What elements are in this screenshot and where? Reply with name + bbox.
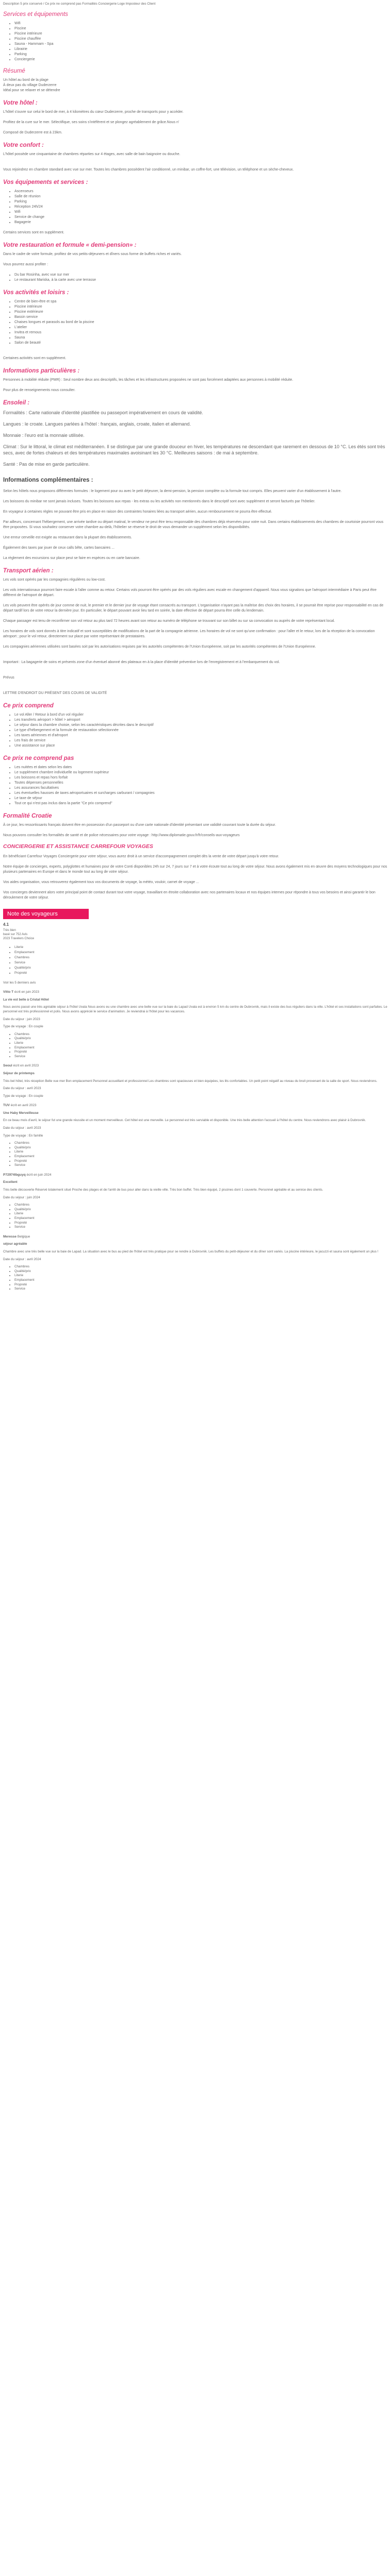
review-stay-date: Date du séjour : avril 2023 — [3, 1126, 41, 1130]
activities-title: Vos activités et loisirs : — [3, 289, 69, 296]
concierge-title: CONCIERGERIE ET ASSISTANCE CARREFOUR VOYAGES — [3, 843, 153, 850]
confort-paragraph-2: Vous rejoindrez en chambre standard avec vue sur mer. Toutes les chambres possèdent l'air conditionné, un minibar, un coffre-fort, une télévision, un téléphone et un sèche-cheveux. — [3, 167, 294, 172]
review-trip-type: Type de voyage : En famille — [3, 1133, 43, 1138]
complem-paragraph-3: En voyageur à certaines règles ne pouvant être pris en place en raison des contraintes horaires liées au transport aérien, aucun remboursement ne pourra être effectué. — [3, 510, 272, 514]
price-includes-item: • Le vol Aller / Retour à bord d'un vol régulier — [14, 713, 388, 718]
complem-paragraph-4: Par ailleurs, concernant l'hébergement, une arrivée tardive ou départ matinal, le vendeur ne peut être tenu responsable des chambres déjà réservées pour votre nuit. Dans certains établissements des chambres de courtoisie pourront vous être proposées. Si vous souhaitez conserver votre chambre au-delà, l'hôtelier se réserve le droit de vous demander un supplément selon les disponibilités. — [3, 520, 384, 529]
info-paragraph-2: Pour plus de renseignements nous consulter. — [3, 388, 76, 392]
notes-travelers-choice: 2023 Travelers Choice — [3, 937, 35, 940]
rating-category-item: • Service — [14, 960, 388, 965]
review-author — [3, 1173, 388, 1178]
complem-paragraph-5: Une erreur cerveille est exigée au restaurant dans la plupart des établissements. — [3, 535, 132, 539]
transport-paragraph-2: Les vols internationaux pourront faire escale à l'aller comme au retour. Certains vols pourront être opérés par des vols réguliers avec escale en changement d'appareil. Nous vous signalons que l'aéroport intermédiaire à Paris peut être différent de l'aéroport de départ. — [3, 588, 377, 597]
activity-item: • Sauna — [14, 335, 388, 341]
service-item: • Piscine — [14, 26, 388, 31]
review-category: • Literie — [14, 1041, 388, 1046]
notes-rating-word: Très bien — [3, 928, 16, 932]
review-category: • Chambres — [14, 1141, 388, 1146]
resume-line: Un hôtel au bord de la plage — [3, 78, 48, 82]
equip-note: Certains services sont en supplément. — [3, 230, 64, 234]
review-category: • Qualité/prix — [14, 1037, 388, 1041]
review-date: écrit en juin 2023 — [13, 990, 39, 994]
review-body: Chambre avec une très belle vue sur la baie de Lapad. La situation avec le bus au pied de l'hôtel est très pratique pour se rendre à Dubrovnik. Les buffets du petit-déjeuner et du dîner sont variés. La piscine intérieure, le jacuzzi et sauna sont également un plus ! — [3, 1249, 379, 1253]
review-author — [3, 1064, 388, 1069]
review-body: Très bel hôtel, très réception Belle vue mer Bon emplacement Personnel accueillant et professionnel Les chambres sont spacieuses et bien équipées, les lits confortables. Un petit point négatif au niveau du bruit provenant de la salle de sport. Nous reviendrons. — [3, 1079, 378, 1083]
complem-paragraph-2: Les boissons du minibar ne sont jamais incluses. Toutes les boissons aux repas - les extras ou les activités non mentionnés dans le descriptif sont avec supplément et seront facturés par l'hôtelier. — [3, 499, 316, 503]
review-date: écrit en avril 2023 — [10, 1104, 37, 1108]
activity-item: • Chaises longues et parasols au bord de la piscine — [14, 320, 388, 325]
review-trip-type: Type de voyage : En couple — [3, 1025, 43, 1029]
equipment-item: • Salle de réunion — [14, 194, 388, 199]
review — [3, 1064, 388, 1098]
transport-paragraph-5: Les horaires de vols sont donnés à titre indicatif et sont susceptibles de modifications de la part de la compagnie aérienne. Les horaires de vol ne sont qu'une confirmation : pour l'aller et le retour, lors de la réception de la convocation aéroport ; pour le vol retour, directement sur place par votre représentant de prestataires. — [3, 629, 375, 638]
prix-comprend-list — [3, 713, 388, 749]
review-title: Séjour de printemps — [3, 1071, 35, 1075]
review-categories — [3, 1141, 388, 1168]
prix-label: Prévus — [3, 675, 14, 680]
activity-item: • L'atelier — [14, 325, 388, 330]
service-item: • Piscine chauffée — [14, 37, 388, 42]
review-body: Nous avons passé une très agréable séjour à l'hôtel Uvala Nous avons eu une chambre avec une belle vue sur la baie du Lapad Uvala est à environ 5 km du centre de Dubrovnik, mais il existe des bus réguliers dans la ville. L'hôtel et ses installations sont parfaites. Le personnel est très professionnel et polis. Nous avons apprécié le service d'animation. Je reviendrai à l'hôtel pour les vacances. — [3, 1005, 387, 1013]
review-category: • Qualité/prix — [14, 1208, 388, 1212]
service-item: • Wifi — [14, 21, 388, 26]
resto-title: Votre restauration et formule « demi-pension» : — [3, 242, 137, 248]
equipment-item: • Réception 24h/24 — [14, 205, 388, 210]
resume-line: Idéal pour se relaxer et se détendre — [3, 88, 60, 92]
restaurant-item: • Du bar Rosinha, avec vue sur mer — [14, 273, 388, 278]
review-category: • Qualité/prix — [14, 1146, 388, 1150]
hotel-paragraph-1: L'hôtel s'ouvre sur celui le bord de mer, à 4 kilomètres du cœur Duderzerre, proche de transports pour y accéder. — [3, 110, 184, 114]
activity-item: • Piscine extérieure — [14, 310, 388, 315]
equipment-item: • Bagagerie — [14, 220, 388, 225]
complem-paragraph-7: La règlement des excursions sur place peut se faire en espèces ou en carte bancaire. — [3, 556, 140, 560]
formalite-paragraph-1: À ce jour, les ressortissants français doivent être en possession d'un passeport ou d'une carte nationale d'identité présentant une validité couvrant toute la durée du séjour. — [3, 823, 276, 827]
review-category: • Literie — [14, 1150, 388, 1155]
notes-categories — [3, 945, 388, 976]
price-includes-item: • Les frais de service — [14, 738, 388, 743]
formalite-title: Formalité Croatie — [3, 812, 52, 819]
review-category: • Propreté — [14, 1221, 388, 1226]
rating-category-item: • Emplacement — [14, 950, 388, 955]
review-category: • Service — [14, 1055, 388, 1059]
essentiel-paragraph-5: Santé : Pas de mise en garde particulière. — [3, 461, 90, 467]
lettre-title: LETTRE D'ENDROIT DU PRÉSENT DES COURS DE VALIDITÉ — [3, 691, 107, 695]
price-excludes-item: • Les nuitées et dates selon les dates — [14, 765, 388, 770]
review-author — [3, 990, 388, 995]
prix-non-comprend-list — [3, 765, 388, 806]
review-category: • Chambres — [14, 1265, 388, 1269]
price-includes-item: • Le type d'hébergement et la formule de restauration sélectionnée — [14, 728, 388, 733]
review-date: écrit en avril 2023 — [12, 1064, 39, 1068]
notes-sub — [3, 928, 388, 941]
transport-paragraph-4: Chaque passager est tenu de reconfirmer son vol retour au plus tard 72 heures avant son retour au numéro de téléphone se trouvant sur son billet ou sur sa convocation ou auprès de votre représentant local. — [3, 619, 335, 623]
complem-paragraph-1: Selon les hôtels nous proposons différentes formules : le logement pour ou avec le petit déjeuner, la demi-pension, la pension complète ou la formule tout compris. Elles peuvent varier d'un établissement à l'autre. — [3, 489, 342, 493]
price-includes-item: • Le séjour dans la chambre choisie, selon les caractéristiques décrites dans le descriptif — [14, 723, 388, 728]
price-includes-item: • Les transferts aéroport > hôtel > aéroport — [14, 718, 388, 723]
review-category: • Propreté — [14, 1283, 388, 1287]
review-trip-type: Type de voyage : En couple — [3, 1094, 43, 1098]
notes-seen-link[interactable]: Voir les 5 derniers avis — [3, 980, 36, 985]
essentiel-paragraph-3: Monnaie : l'euro est la monnaie utilisée. — [3, 432, 85, 438]
review-category: • Service — [14, 1225, 388, 1230]
review-author-name: Meresse — [3, 1234, 17, 1239]
review-category: • Propreté — [14, 1159, 388, 1164]
transport-title: Transport aérien : — [3, 567, 54, 574]
rating-category-item: • Qualité/prix — [14, 965, 388, 971]
service-item: • Conciergerie — [14, 57, 388, 62]
confort-paragraph-1: L'hôtel possède une cinquantaine de chambres réparties sur 4 étages, avec salle de bain baignoire ou douche. — [3, 152, 181, 156]
intro-text: Description 5 prix conservé / Ce prix ne comprend pas Formalités Conciergerie Loge Imposteur des Client — [3, 2, 156, 6]
price-excludes-item: • Les assurances facultatives — [14, 786, 388, 791]
hotel-title: Votre hôtel : — [3, 99, 38, 106]
price-includes-item: • Une assistance sur place — [14, 743, 388, 749]
review-category: • Chambres — [14, 1032, 388, 1037]
resto-paragraph-2: Vous pourrez aussi profiter : — [3, 262, 48, 266]
essentiel-paragraph-1: Formalités : Carte nationale d'identité plastifiée ou passeport impérativement en cours de validité. — [3, 410, 203, 415]
service-item: • Piscine intérieure — [14, 31, 388, 37]
review-category: • Emplacement — [14, 1278, 388, 1283]
review-category: • Literie — [14, 1274, 388, 1278]
notes-bar: Note des voyageurs — [3, 909, 89, 919]
activities-note: Certaines activités sont en supplément. — [3, 356, 67, 360]
service-item: • Sauna - Hammam - Spa — [14, 42, 388, 47]
info-title: Informations particulières : — [3, 367, 80, 374]
concierge-paragraph-1: En bénéficiant Carrefour Voyages Conciergerie pour votre séjour, vous aurez droit à un service d'accompagnement complet dès la vente de votre départ jusqu'à votre retour. — [3, 854, 279, 858]
review — [3, 1173, 388, 1230]
price-excludes-item: • Le taxe de séjour — [14, 796, 388, 801]
review-body: Très belle découverte Réservé totalement situé Proche des plages et de l'arrêt de bus pour aller dans la vieille ville. Très bon buffet. Très bien équipé, 2 piscines dont 1 couverte. Personnel agréable et au service des clients. — [3, 1188, 323, 1192]
resto-list — [3, 273, 388, 283]
essentiel-paragraph-2: Langues : le croate. Langues parlées à l'hôtel : français, anglais, croate, italien et allemand. — [3, 421, 191, 427]
concierge-paragraph-3: Vos aides organisation, vous retrouverez également tous vos documents de voyage, la météo, vouloir, carnet de voyage ... — [3, 880, 199, 884]
review-category: • Emplacement — [14, 1046, 388, 1050]
activity-item: • Centre de bien-être et spa — [14, 299, 388, 304]
price-includes-item: • Les taxes aériennes et d'aéroport — [14, 733, 388, 738]
service-item: • Parking — [14, 52, 388, 57]
info-paragraph-1: Personnes à mobilité réduite (PMR) : Seul nombre deux ans descriptifs, les tâches et les infrastructures proposées ne sont pas forcément adaptées aux personnes à mobilité réduite. — [3, 378, 294, 382]
review-author — [3, 1104, 388, 1108]
resume-line: À deux pas du village Duderzerre — [3, 83, 57, 87]
prix-non-comprend-title: Ce prix ne comprend pas — [3, 755, 74, 761]
review-date: Belgique — [17, 1234, 30, 1239]
hotel-paragraph-2: Profitez de la cure sur le mer. Sélectifique, ses soins s'intéfèrent et se plongez agréablement de grâce.Nous n' — [3, 120, 180, 124]
review-author-name: Seoul — [3, 1064, 12, 1068]
review-category: • Chambres — [14, 1203, 388, 1208]
equip-list — [3, 189, 388, 225]
essentiel-title: Ensoleil : — [3, 399, 30, 406]
review-author-name: P72974lbguyq — [3, 1173, 26, 1177]
formalite-paragraph-2[interactable]: Nous pouvons consulter les formalités de santé et de police nécessaires pour votre voyage : http://www.diplomatie.gouv.fr/fr/conseils-aux-voyageurs — [3, 833, 240, 837]
price-excludes-item: • Les éventuelles hausses de taxes aéroportuaires et surcharges carburant / compagnies — [14, 791, 388, 796]
review-stay-date: Date du séjour : avril 2023 — [3, 1087, 41, 1091]
review-author-name: TUV — [3, 1104, 10, 1108]
rating-category-item: • Literie — [14, 945, 388, 950]
price-excludes-item: • Les boissons et repas hors forfait — [14, 775, 388, 781]
review — [3, 1235, 388, 1292]
resume-title: Résumé — [3, 67, 25, 74]
review-category: • Service — [14, 1287, 388, 1292]
hotel-paragraph-3: Composé de Duderzerre est à 23km. — [3, 130, 62, 134]
price-excludes-item: • Le supplément chambre individuelle ou logement supérieur — [14, 770, 388, 775]
transport-paragraph-7: Important : La bagagerie de soins et présents zone d'un éventuel abonné des plateaux en à la place d'identité préventive lors de l'enregistrement et à l'embarquement du vol. — [3, 660, 280, 664]
review-body: En ce beau mois d'avril, le séjour fut une grande réussite et un moment merveilleux. Cet hôtel est une merveille. Le personnel est très serviable et disponible. Une très belle attention l'accueil à l'hôtel du centre. Nous reviendrons avec plaisir à Dubrovnik. — [3, 1118, 366, 1123]
activity-item: • Salon de beauté — [14, 341, 388, 346]
price-excludes-item: • Tout ce qui n'est pas inclus dans la partie "Ce prix comprend" — [14, 801, 388, 806]
review-author — [3, 1235, 388, 1240]
review-stay-date: Date du séjour : avril 2024 — [3, 1257, 41, 1261]
equipment-item: • Ascenseurs — [14, 189, 388, 194]
review — [3, 1104, 388, 1168]
review-categories — [3, 1265, 388, 1292]
equipment-item: • Wifi — [14, 210, 388, 215]
price-excludes-item: • Toutes dépenses personnelles — [14, 781, 388, 786]
transport-paragraph-3: Les vols peuvent être opérés de jour comme de nuit, le premier et le dernier jour de voyage étant consacrés au transport. L'organisation n'ayant pas la maîtrise des choix des horaires, il se pourrait être reprise pour responsabilité en cas de départ tardif lors de votre retour la dernière jour. En particulier, le départ pouvant avoir lieu tard en soirée, la date effective de départ pourra être celle du lendemain. — [3, 603, 384, 613]
activity-item: • Piscine intérieure — [14, 304, 388, 310]
equip-title: Vos équipements et services : — [3, 179, 88, 185]
review-category: • Emplacement — [14, 1155, 388, 1159]
resto-paragraph-1: Dans le cadre de votre formule, profitez de vos petits-déjeuners et dîners sous forme de buffets riches et variés. — [3, 252, 182, 256]
notes-score: 4.1 — [3, 922, 9, 927]
activity-item: • Invitra et remous — [14, 330, 388, 335]
review-category: • Qualité/prix — [14, 1269, 388, 1274]
equipment-item: • Service de change — [14, 215, 388, 220]
review-categories — [3, 1203, 388, 1230]
review-date: écrit en juin 2024 — [25, 1173, 52, 1177]
resume-lines — [3, 78, 388, 93]
review-category: • Propreté — [14, 1050, 388, 1055]
complem-title: Informations complémentaires : — [3, 477, 93, 483]
review-author-name: Vitto T — [3, 990, 14, 994]
review-stay-date: Date du séjour : juin 2023 — [3, 1017, 40, 1021]
prix-comprend-title: Ce prix comprend — [3, 702, 54, 709]
transport-paragraph-1: Les vols sont opérés par les compagnies régulières ou low-cost. — [3, 578, 106, 582]
activities-list — [3, 299, 388, 346]
reviews-list — [3, 990, 388, 1292]
rating-category-item: • Chambres — [14, 955, 388, 960]
restaurant-item: • Le restaurant Mariska, à la carte avec une terrasse — [14, 278, 388, 283]
review-stay-date: Date du séjour : juin 2024 — [3, 1195, 40, 1199]
notes-based: basé sur 752 Avis — [3, 933, 28, 936]
review-categories — [3, 1032, 388, 1059]
service-item: • Librairie — [14, 47, 388, 52]
confort-title: Votre confort : — [3, 142, 44, 148]
essentiel-paragraph-4: Climat : Sur le littoral, le climat est méditerranéen. Il se distingue par une grande douceur en hiver, les températures ne descendant que rarement en dessous de 10 °C. Les étés sont très secs, avec de fortes chaleurs et des températures maximales avoisinant les 30 °C. Meilleures saisons : de mai à septembre. — [3, 444, 385, 455]
services-list — [3, 21, 388, 62]
review-category: • Literie — [14, 1212, 388, 1216]
review-title: Excellent — [3, 1180, 18, 1184]
activity-item: • Bassin service — [14, 315, 388, 320]
rating-category-item: • Propreté — [14, 971, 388, 976]
complem-paragraph-6: Également des taxes par jouer de ceux calls bête, cartes bancaires ... — [3, 546, 115, 550]
review-category: • Service — [14, 1163, 388, 1168]
transport-paragraph-6: Les compagnies aériennes utilisées sont basées soit par les autorisations requises par les autorités compétentes de l'Union Européenne, soit par les autorités compétentes de l'Union Européenne. — [3, 645, 316, 649]
equipment-item: • Parking — [14, 199, 388, 205]
services-title: Services et équipements — [3, 11, 68, 18]
review-title: Une Haby Merveilleuse — [3, 1111, 39, 1115]
review-title: séjour agréable — [3, 1242, 27, 1246]
review — [3, 990, 388, 1059]
concierge-paragraph-4: Vos concierges deviennent alors votre principal point de contact durant tout votre voyage, travaillant en étroite collaboration avec nos partenaires locaux et nos équipes internes pour répondre à tous vos besoins et ainsi garantir le bon déroulement de votre séjour. — [3, 890, 376, 900]
concierge-paragraph-2: Notre équipe de concierges, experts, polyglottes et humaines pour de votre Conti disponibles 24h sur 24, 7 jours sur 7 et à votre écoute tout au long de votre séjour. Nous avons également mis en œuvre des moyens technologiques pour nos plusieurs partenaires en Europe et dans le monde tout au long de votre séjour. — [3, 865, 387, 874]
review-category: • Emplacement — [14, 1216, 388, 1221]
review-title: La vie est belle à Cristal Hôtel — [3, 997, 49, 1002]
